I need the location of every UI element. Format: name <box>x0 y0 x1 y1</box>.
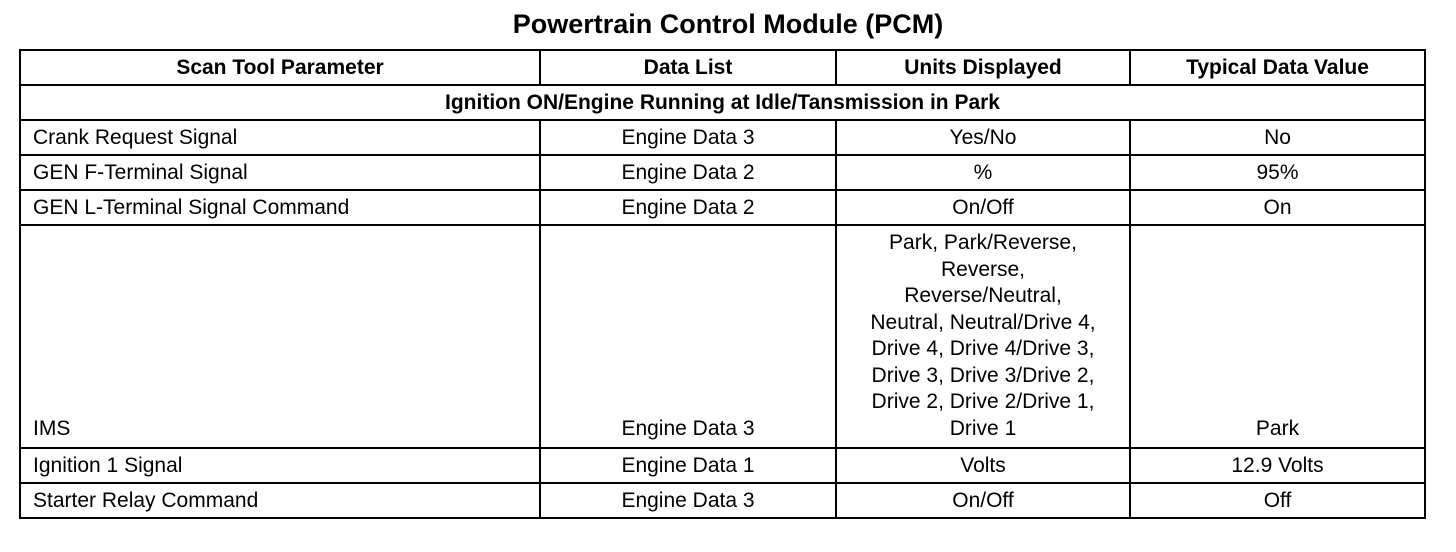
column-header-data-list: Data List <box>540 50 836 85</box>
cell-parameter: Starter Relay Command <box>20 483 540 518</box>
cell-data-list: Engine Data 1 <box>540 448 836 483</box>
cell-parameter: IMS <box>20 225 540 448</box>
table-row <box>20 448 1425 483</box>
cell-units: On/Off <box>836 190 1130 225</box>
cell-typical: 95% <box>1130 155 1425 190</box>
cell-parameter: Ignition 1 Signal <box>20 448 540 483</box>
column-header-parameter: Scan Tool Parameter <box>20 50 540 85</box>
units-line: Drive 4, Drive 4/Drive 3, <box>871 337 1095 360</box>
cell-data-list: Engine Data 3 <box>540 120 836 155</box>
table-row <box>20 190 1425 225</box>
cell-units: Yes/No <box>836 120 1130 155</box>
cell-data-list: Engine Data 3 <box>540 483 836 518</box>
cell-parameter: Crank Request Signal <box>20 120 540 155</box>
table-row <box>20 155 1425 190</box>
cell-typical: 12.9 Volts <box>1130 448 1425 483</box>
units-line: Reverse/Neutral, <box>904 284 1062 307</box>
cell-data-list: Engine Data 3 <box>540 225 836 448</box>
cell-units: On/Off <box>836 483 1130 518</box>
units-line: Drive 3, Drive 3/Drive 2, <box>871 363 1095 387</box>
units-line: Neutral, Neutral/Drive 4, <box>870 310 1096 334</box>
cell-data-list: Engine Data 2 <box>540 155 836 190</box>
cell-data-list: Engine Data 2 <box>540 190 836 225</box>
cell-typical: Park <box>1130 225 1425 448</box>
section-label: Ignition ON/Engine Running at Idle/Tansmission in Park <box>20 85 1425 120</box>
cell-parameter: GEN F-Terminal Signal <box>20 155 540 190</box>
units-line: Drive 1 <box>949 416 1017 440</box>
cell-typical: On <box>1130 190 1425 225</box>
units-line: Park, Park/Reverse, <box>889 231 1077 254</box>
table-title: Powertrain Control Module (PCM) <box>512 9 944 39</box>
column-header-typical: Typical Data Value <box>1130 50 1425 85</box>
cell-typical: Off <box>1130 483 1425 518</box>
units-line: Drive 2, Drive 2/Drive 1, <box>871 390 1095 413</box>
cell-units: Volts <box>836 448 1130 483</box>
cell-parameter: GEN L-Terminal Signal Command <box>20 190 540 225</box>
pcm-data-table <box>19 49 1426 519</box>
header-row <box>20 50 1425 85</box>
units-line: Reverse, <box>940 257 1026 281</box>
table-row <box>20 225 1425 448</box>
cell-typical: No <box>1130 120 1425 155</box>
table-row <box>20 483 1425 518</box>
cell-units <box>836 225 1130 448</box>
section-row <box>20 85 1425 120</box>
column-header-units: Units Displayed <box>836 50 1130 85</box>
cell-units: % <box>836 155 1130 190</box>
table-row <box>20 120 1425 155</box>
